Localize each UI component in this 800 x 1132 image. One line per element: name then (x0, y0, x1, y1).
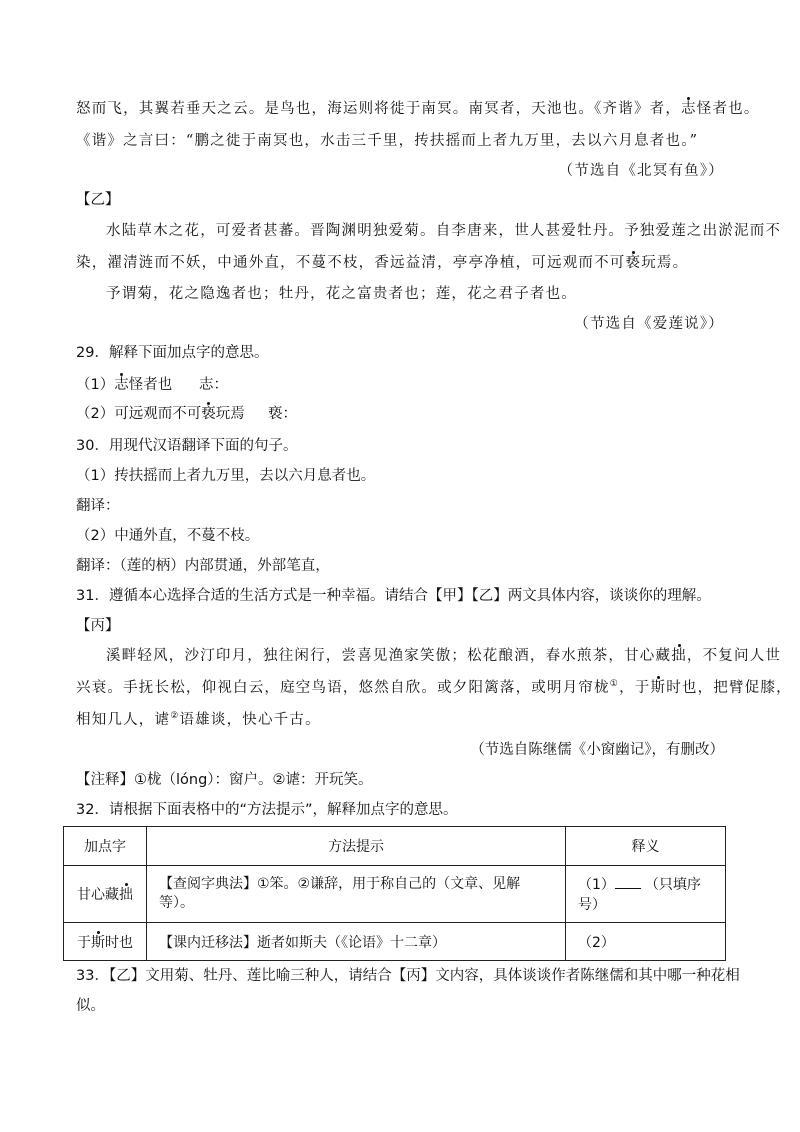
word-cell (64, 923, 147, 961)
header-cell: 释义 (566, 827, 726, 866)
yi-label: 【乙】 (76, 192, 120, 208)
q30-stem: 30．用现代汉语翻译下面的句子。 (76, 438, 298, 454)
dotted-char: 亵 (625, 255, 642, 271)
q29-answer-2: 亵： (268, 406, 297, 422)
dotted-char: 亵 (201, 406, 216, 422)
q32-table (63, 826, 726, 961)
hint-cell: 【课内迁移法】逝者如斯夫（《论语》十二章） (147, 923, 566, 961)
answer-cell: （2） (566, 923, 726, 961)
q32-stem: 32．请根据下面表格中的“方法提示”，解释加点字的意思。 (76, 802, 458, 818)
word-cell (64, 866, 147, 923)
dotted-char: 斯 (91, 934, 105, 951)
jia-line-1 (76, 99, 760, 119)
q29-answer-1: 志： (199, 377, 228, 393)
footnote-marker: ② (170, 711, 180, 722)
bing-line-1 (106, 646, 781, 666)
text-segment: 甘心藏 (77, 887, 119, 903)
text-segment: ，不复问人世 (686, 648, 782, 664)
text-segment: 时也 (105, 934, 133, 951)
header-cell: 方法提示 (147, 827, 566, 866)
table-row (64, 866, 726, 923)
answer-cell (566, 866, 726, 923)
hint-cell: 【查阅字典法】①笨。②谦辞，用于称自己的（文章、见解等）。 (147, 866, 566, 923)
q30-translate-2: 翻译：（莲的柄）内部贯通，外部笔直， (76, 558, 330, 574)
q30-item-1: （1）抟扶摇而上者九万里，去以六月息者也。 (76, 468, 376, 484)
text-segment: 怒而飞，其翼若垂天之云。是鸟也，海运则将徙于南冥。南冥者，天池也。《齐谐》者， (76, 101, 682, 117)
text-segment: 语雄谈，快心千古。 (179, 712, 321, 728)
jia-source: （节选自《北冥有鱼》） (558, 163, 724, 179)
jia-line-2: 《谐》之言曰：“鹏之徙于南冥也，水击三千里，抟扶摇而上者九万里，去以六月息者也。” (76, 133, 699, 149)
text-segment: 相知几人，谑 (76, 712, 171, 728)
text-segment: 玩焉。 (641, 255, 689, 271)
text-segment: （2）可远观而不可 (76, 406, 202, 422)
q33-line-2: 似。 (76, 998, 105, 1014)
text-segment: ，于 (619, 680, 651, 696)
bing-line-2 (76, 678, 792, 698)
text-segment: 怪者也。 (696, 101, 760, 117)
bing-source: （节选自陈继儒《小窗幽记》，有删改） (470, 742, 724, 758)
header-cell: 加点字 (64, 827, 147, 866)
yi-source: （节选自《爱莲说》） (574, 316, 724, 332)
answer-blank[interactable] (615, 876, 641, 889)
dotted-char: 志 (114, 377, 129, 393)
q30-translate-1: 翻译： (76, 498, 120, 514)
q29-item-2 (76, 404, 245, 424)
text-segment: 染，濯清涟而不妖，中通外直，不蔓不枝，香远益清，亭亭净植，可远观而不可 (76, 255, 626, 271)
footnote-marker: ① (609, 679, 620, 690)
bing-note: 【注释】①栊（lóng）：窗户。②谑：开玩笑。 (76, 772, 373, 788)
text-segment: （1） (76, 377, 115, 393)
q33-line-1: 33．【乙】文用菊、牡丹、莲比喻三种人，请结合【丙】文内容，具体谈谈作者陈继儒和其中哪一种花相 (76, 968, 740, 984)
dotted-char: 斯 (650, 680, 667, 696)
text-segment: 于 (77, 934, 91, 951)
bing-line-3 (76, 710, 321, 730)
text-segment: 时也，把臂促膝， (666, 680, 792, 696)
yi-para-1-line-1: 水陆草木之花，可爱者甚蕃。晋陶渊明独爱菊。自李唐来，世人甚爱牡丹。予独爱莲之出淤泥而不 (106, 223, 782, 239)
bing-label: 【丙】 (76, 618, 120, 634)
yi-para-2: 予谓菊，花之隐逸者也；牡丹，花之富贵者也；莲，花之君子者也。 (106, 286, 577, 302)
q31-stem: 31．遵循本心选择合适的生活方式是一种幸福。请结合【甲】【乙】两文具体内容，谈谈你的理解。 (76, 588, 711, 604)
q29-item-1 (76, 375, 172, 395)
q30-item-2: （2）中通外直，不蔓不枝。 (76, 528, 260, 544)
text-segment: 兴衰。手抚长松，仰视白云，庭空鸟语，悠然自欣。或夕阳篱落，或明月帘栊 (76, 680, 610, 696)
text-segment: （1） (578, 877, 615, 893)
table-row (64, 923, 726, 961)
text-segment: 怪者也 (128, 377, 173, 393)
q29-stem: 29．解释下面加点字的意思。 (76, 345, 269, 361)
dotted-char: 拙 (119, 887, 133, 903)
text-segment: 玩焉 (215, 406, 245, 422)
yi-para-1-line-2 (76, 253, 688, 273)
text-segment: 溪畔轻风，沙汀印月，独往闲行，尝喜见渔家笑傲；松花酿酒，春水煎茶，甘心藏 (106, 648, 672, 664)
text-segment: （只填序号） (578, 877, 701, 913)
dotted-char: 志 (681, 101, 697, 117)
table-header-row (64, 827, 726, 866)
dotted-char: 拙 (671, 648, 687, 664)
